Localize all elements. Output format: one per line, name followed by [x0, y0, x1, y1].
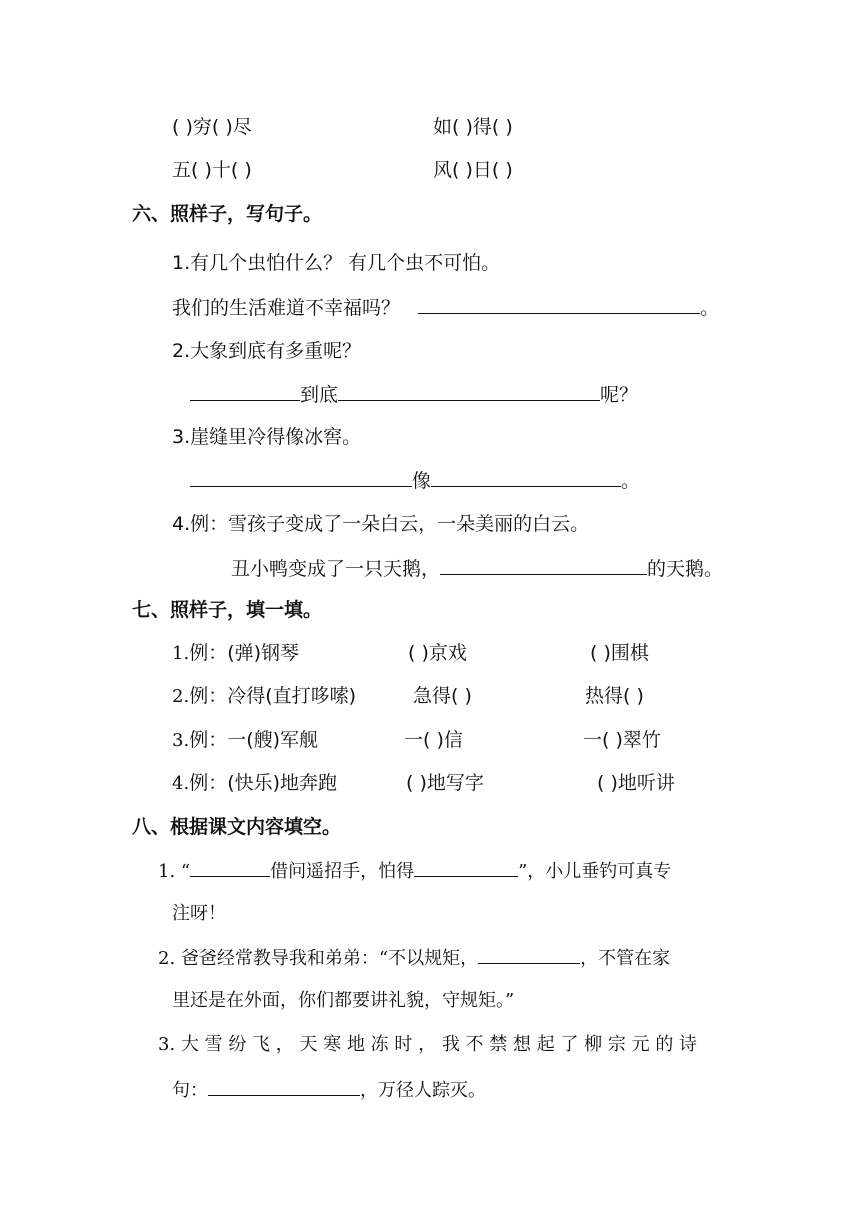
idiom-row1-left: ( )穷( )尽 [172, 116, 252, 138]
s6-q3-mid: 像 [412, 470, 432, 492]
s6-q1-example: 1.有几个虫怕什么？ 有几个虫不可怕。 [172, 252, 501, 274]
s7-row3-b: 一( )翠竹 [583, 729, 661, 751]
idiom-row2-left: 五( )十( ) [172, 159, 252, 181]
s7-row-example: 例：(快乐)地奔跑 [189, 772, 338, 794]
s8-q1-close: ”，小儿垂钓可真专 [518, 861, 672, 882]
s7-row4-a: ( )地写字 [406, 772, 484, 794]
s8-q2-cont: 里还是在外面，你们都要讲礼貌，守规矩。” [172, 990, 515, 1011]
s8-q1-open: 1. “ [158, 861, 191, 882]
s7-row1-b: ( )围棋 [590, 642, 649, 664]
s6-q2-example: 2.大象到底有多重呢？ [172, 340, 362, 362]
s8-q1-cont: 注呀！ [172, 903, 226, 924]
s6-q3-line [190, 468, 640, 493]
s6-q1-end: 。 [700, 297, 720, 319]
idiom-row1-right: 如( )得( ) [433, 116, 513, 138]
section6-heading: 六、照样子，写句子。 [132, 203, 323, 225]
s7-row-example: 例：冷得(直打哆嗦) [189, 685, 357, 707]
s6-q3-blank-2[interactable] [431, 468, 621, 487]
s6-q3-blank-1[interactable] [190, 468, 412, 487]
s8-q2-text: 2. 爸爸经常教导我和弟弟：“不以规矩， [158, 948, 479, 969]
s6-q1-prompt: 我们的生活难道不幸福吗？ [172, 297, 401, 319]
s7-row-num: 1. [172, 643, 190, 664]
s6-q3-example: 3.崖缝里冷得像冰窖。 [172, 426, 362, 448]
s6-q2-end: 呢？ [600, 384, 639, 406]
s8-q2-blank[interactable] [478, 945, 580, 964]
s6-q1-blank[interactable] [418, 295, 700, 314]
s8-q3-prefix: 句： [172, 1080, 208, 1101]
s7-row-example: 例：一(艘)军舰 [189, 729, 319, 751]
s6-q4-blank[interactable] [440, 556, 647, 575]
s7-row-num: 4. [172, 773, 190, 794]
s8-q3-blank[interactable] [208, 1077, 360, 1096]
s7-row-3 [172, 728, 318, 753]
s7-row3-a: 一( )信 [404, 729, 463, 751]
s8-q3-end: ，万径人踪灭。 [360, 1080, 486, 1101]
s6-q2-blank-1[interactable] [190, 382, 300, 401]
s7-row2-a: 急得( ) [413, 685, 472, 707]
s8-q2-end: ，不管在家 [580, 948, 671, 969]
s6-q3-end: 。 [621, 470, 641, 492]
s7-row-example: 例：(弹)钢琴 [189, 642, 300, 664]
s8-q3-line: 3. 大 雪 纷 飞 ， 天 寒 地 冻 时 ， 我 不 禁 想 起 了 柳 宗 元 的 诗 [158, 1034, 698, 1055]
s7-row4-b: ( )地听讲 [597, 772, 675, 794]
s6-q2-mid: 到底 [300, 384, 339, 406]
s6-q2-line [190, 382, 638, 407]
s8-q1-blank-2[interactable] [414, 858, 518, 877]
s7-row-2 [172, 684, 356, 709]
s6-q4-prompt: 丑小鸭变成了一只天鹅， [231, 558, 441, 580]
s8-q1-line [158, 858, 671, 884]
s6-q1-line [172, 295, 719, 320]
s6-q4-example: 4.例：雪孩子变成了一朵白云，一朵美丽的白云。 [172, 513, 590, 535]
s7-row-num: 3. [172, 730, 190, 751]
s6-q4-line [231, 556, 723, 581]
s7-row-num: 2. [172, 686, 190, 707]
s8-q1-mid: 借问遥招手，怕得 [270, 861, 415, 882]
section7-heading: 七、照样子，填一填。 [132, 599, 323, 621]
s6-q2-blank-2[interactable] [338, 382, 600, 401]
s6-q4-end: 的天鹅。 [647, 558, 724, 580]
s7-row-1 [172, 641, 299, 666]
s7-row2-b: 热得( ) [585, 685, 644, 707]
s8-q2-line [158, 945, 670, 971]
idiom-row2-right: 风( )日( ) [433, 159, 513, 181]
s8-q3-cont [172, 1077, 486, 1103]
s8-q1-blank-1[interactable] [190, 858, 270, 877]
s7-row-4 [172, 771, 337, 796]
s7-row1-a: ( )京戏 [408, 642, 467, 664]
section8-heading: 八、根据课文内容填空。 [132, 816, 342, 838]
